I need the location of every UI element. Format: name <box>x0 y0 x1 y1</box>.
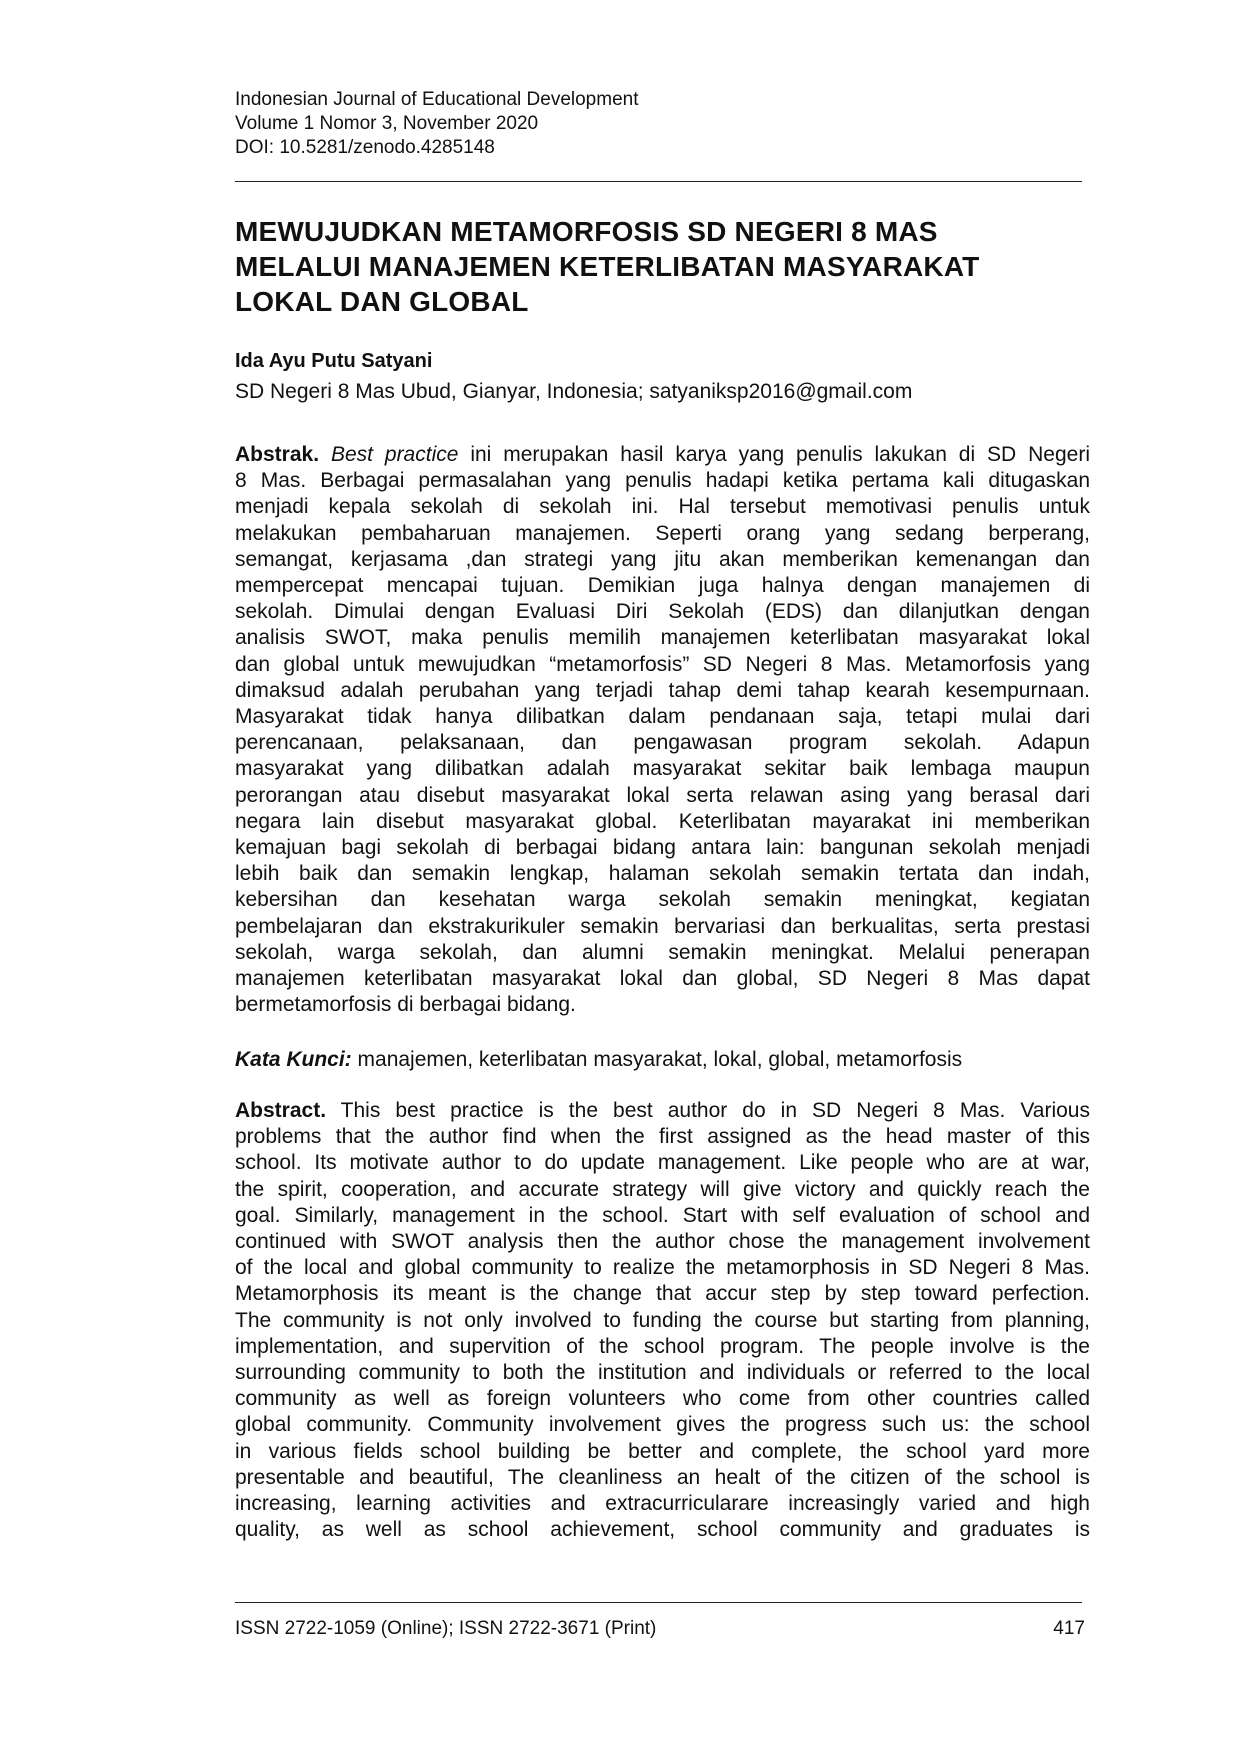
abstrak-first-line <box>235 442 1090 468</box>
abstrak-line: Masyarakat tidak hanya dilibatkan dalam pendanaan saja, tetapi mulai dari <box>235 705 1090 729</box>
abstrak-line: kebersihan dan kesehatan warga sekolah semakin meningkat, kegiatan <box>235 888 1090 912</box>
title-line: LOKAL DAN GLOBAL <box>235 286 529 317</box>
abstrak-line: dimaksud adalah perubahan yang terjadi tahap demi tahap kearah kesempurnaan. <box>235 678 1090 702</box>
abstract-en-line: global community. Community involvement gives the progress such us: the school <box>235 1413 1090 1437</box>
author-affiliation: SD Negeri 8 Mas Ubud, Gianyar, Indonesia; satyaniksp2016@gmail.com <box>235 380 913 403</box>
paper-title <box>235 214 1090 319</box>
abstrak-line: pembelajaran dan ekstrakurikuler semakin bervariasi dan berkualitas, serta prestasi <box>235 914 1090 938</box>
title-line: MELALUI MANAJEMEN KETERLIBATAN MASYARAKAT <box>235 251 980 282</box>
abstrak-line: masyarakat yang dilibatkan adalah masyarakat sekitar baik lembaga maupun <box>235 757 1090 781</box>
journal-volume: Volume 1 Nomor 3, November 2020 <box>235 113 539 134</box>
journal-doi[interactable]: DOI: 10.5281/zenodo.4285148 <box>235 137 495 158</box>
abstract-en-line: in various fields school building be better and complete, the school yard more <box>235 1439 1090 1463</box>
abstract-en-paragraph <box>235 1098 1090 1543</box>
abstrak-line: semangat, kerjasama ,dan strategi yang jitu akan memberikan kemenangan dan <box>235 547 1090 571</box>
abstract-en-line: surrounding community to both the institution and individuals or referred to the local <box>235 1361 1090 1385</box>
abstrak-line: negara lain disebut masyarakat global. Keterlibatan mayarakat ini memberikan <box>235 809 1090 833</box>
author-name: Ida Ayu Putu Satyani <box>235 350 433 372</box>
abstrak-line: manajemen keterlibatan masyarakat lokal dan global, SD Negeri 8 Mas dapat <box>235 967 1090 991</box>
journal-header <box>235 88 1090 160</box>
abstract-en-line: increasing, learning activities and extracurricularare increasingly varied and high <box>235 1492 1090 1516</box>
abstract-en-line: goal. Similarly, management in the school. Start with self evaluation of school and <box>235 1203 1090 1227</box>
abstract-en-line: of the local and global community to realize the metamorphosis in SD Negeri 8 Mas. <box>235 1256 1090 1280</box>
issn-text: ISSN 2722-1059 (Online); ISSN 2722-3671 (Print) <box>235 1618 657 1639</box>
abstrak-lead-italic: Best practice <box>330 443 459 466</box>
abstract-en-line: Metamorphosis its meant is the change that accur step by step toward perfection. <box>235 1282 1090 1306</box>
abstract-en-label: Abstract. <box>235 1099 327 1122</box>
abstrak-line: perorangan atau disebut masyarakat lokal serta relawan asing yang berasal dari <box>235 783 1090 807</box>
abstrak-line: perencanaan, pelaksanaan, dan pengawasan program sekolah. Adapun <box>235 731 1090 755</box>
abstract-en-line: continued with SWOT analysis then the author chose the management involvement <box>235 1230 1090 1254</box>
keywords-label: Kata Kunci: <box>235 1048 352 1071</box>
keywords-text: manajemen, keterlibatan masyarakat, lokal, global, metamorfosis <box>351 1048 963 1071</box>
abstract-en-line: quality, as well as school achievement, school community and graduates is <box>235 1518 1090 1542</box>
abstrak-line: sekolah, warga sekolah, dan alumni semakin meningkat. Melalui penerapan <box>235 940 1090 964</box>
page-number: 417 <box>1053 1618 1085 1639</box>
abstract-en-line: presentable and beautiful, The cleanliness an healt of the citizen of the school is <box>235 1465 1090 1489</box>
abstrak-line: melakukan pembaharuan manajemen. Seperti orang yang sedang berperang, <box>235 521 1090 545</box>
footer-divider <box>235 1602 1082 1603</box>
abstrak-paragraph <box>235 442 1090 1018</box>
abstrak-line: kemajuan bagi sekolah di berbagai bidang antara lain: bangunan sekolah menjadi <box>235 836 1090 860</box>
abstract-en-line: school. Its motivate author to do update management. Like people who are at war, <box>235 1151 1090 1175</box>
abstrak-line: dan global untuk mewujudkan “metamorfosis” SD Negeri 8 Mas. Metamorfosis yang <box>235 652 1090 676</box>
abstract-en-line: implementation, and supervition of the school program. The people involve is the <box>235 1334 1090 1358</box>
abstrak-line: sekolah. Dimulai dengan Evaluasi Diri Sekolah (EDS) dan dilanjutkan dengan <box>235 600 1090 624</box>
abstrak-first-line-text: ini merupakan hasil karya yang penulis lakukan di SD Negeri <box>458 443 1090 466</box>
abstract-en-first-line-text: This best practice is the best author do in SD Negeri 8 Mas. Various <box>326 1099 1090 1122</box>
abstract-en-first-line <box>235 1098 1090 1124</box>
abstrak-line: 8 Mas. Berbagai permasalahan yang penulis hadapi ketika pertama kali ditugaskan <box>235 469 1090 493</box>
abstrak-line: menjadi kepala sekolah di sekolah ini. Hal tersebut memotivasi penulis untuk <box>235 495 1090 519</box>
header-divider <box>235 181 1082 182</box>
abstract-en-line: problems that the author find when the first assigned as the head master of this <box>235 1125 1090 1149</box>
keywords <box>235 1047 1090 1073</box>
abstrak-line: analisis SWOT, maka penulis memilih manajemen keterlibatan masyarakat lokal <box>235 626 1090 650</box>
abstract-en-line: the spirit, cooperation, and accurate strategy will give victory and quickly reach the <box>235 1177 1090 1201</box>
journal-name: Indonesian Journal of Educational Development <box>235 89 639 110</box>
abstrak-label: Abstrak. <box>235 443 320 466</box>
abstract-en-line: community as well as foreign volunteers who come from other countries called <box>235 1387 1090 1411</box>
title-line: MEWUJUDKAN METAMORFOSIS SD NEGERI 8 MAS <box>235 216 938 247</box>
abstrak-line: mempercepat mencapai tujuan. Demikian juga halnya dengan manajemen di <box>235 574 1090 598</box>
abstract-en-line: The community is not only involved to funding the course but starting from planning, <box>235 1308 1090 1332</box>
abstrak-line: bermetamorfosis di berbagai bidang. <box>235 993 576 1017</box>
abstrak-line: lebih baik dan semakin lengkap, halaman sekolah semakin tertata dan indah, <box>235 862 1090 886</box>
page-footer <box>235 1617 1085 1641</box>
